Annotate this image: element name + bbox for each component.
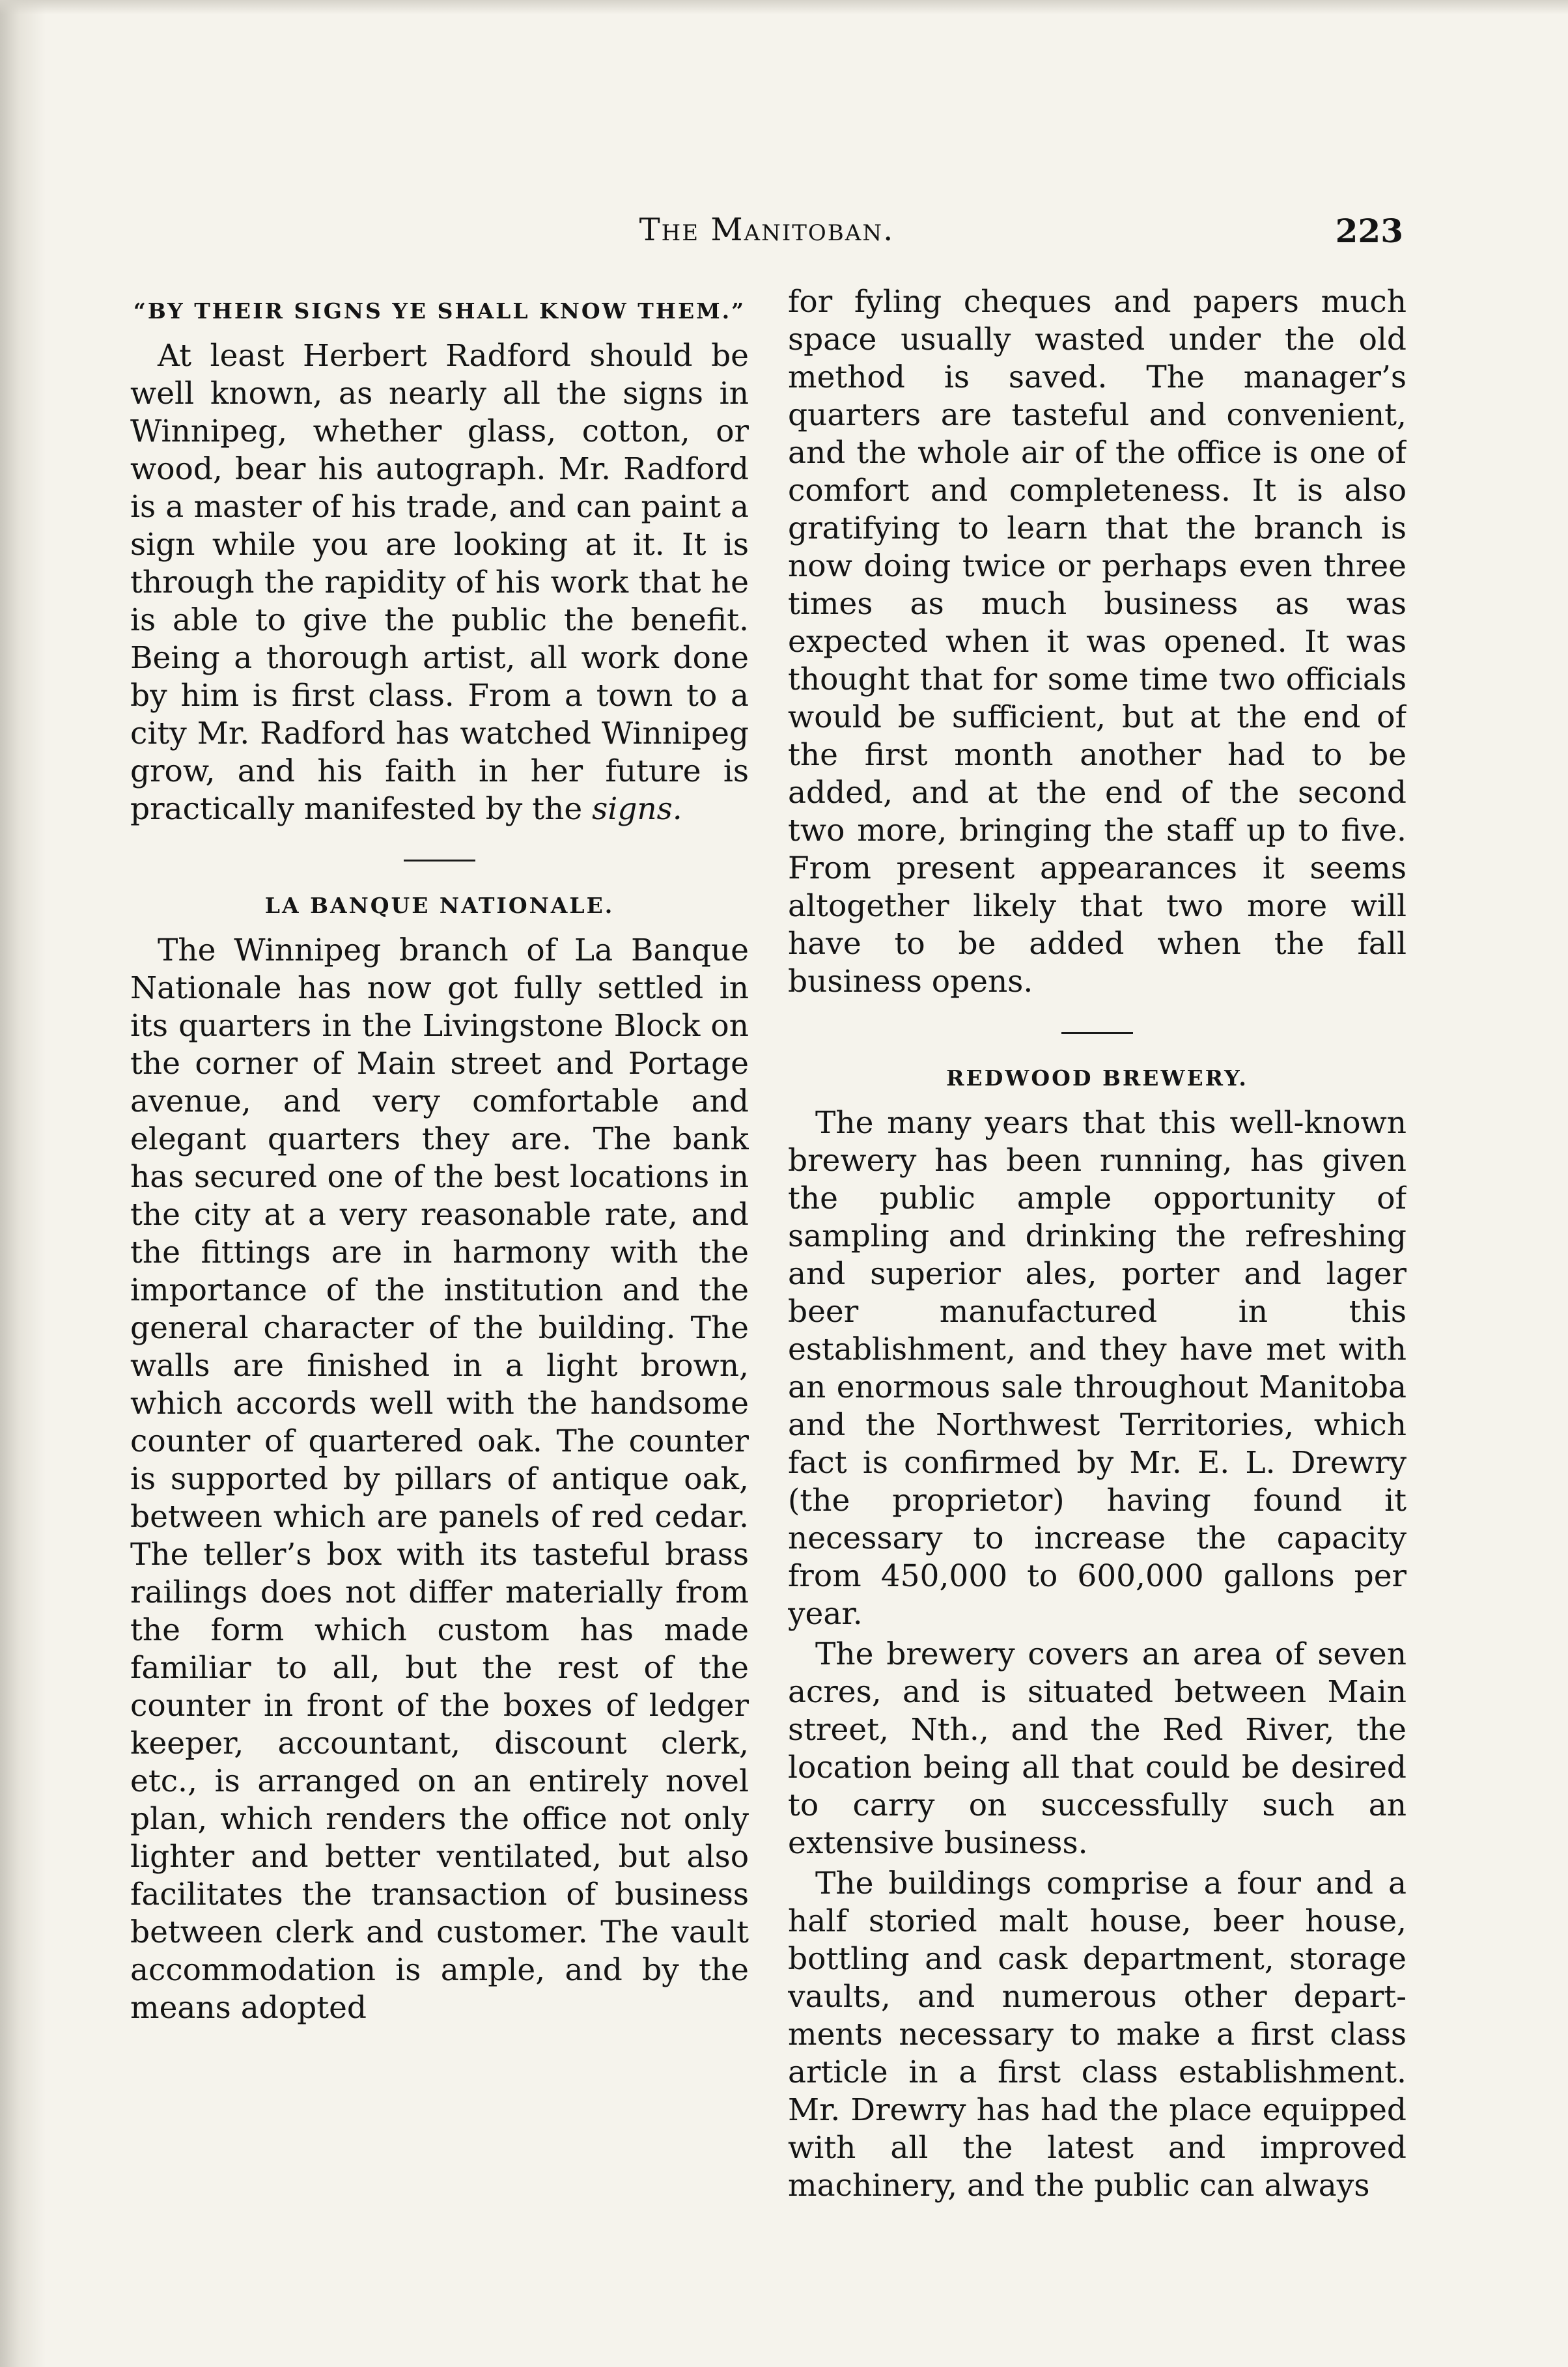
article-heading-brewery: REDWOOD BREWERY. xyxy=(946,1065,1248,1091)
article-heading-signs: “BY THEIR SIGNS YE SHALL KNOW THEM.” xyxy=(133,298,746,324)
article-paragraph: The many years that this well-known brewery has been running, has given the public ample opportunity of sampling and drinking the refreshing and superior ales, porter and lager beer manufactured in this establishment, and they have met with an enormous sale throughout Manitoba and the Northwest Territories, which fact is confirmed by Mr. E. L. Drewry (the proprietor) having found it necessary to increase the capacity from 450,000 to 600,000 gallons per year. xyxy=(788,1105,1407,1632)
section-divider xyxy=(404,860,475,861)
article-body-banque-continued: for fyling cheques and papers much space usually wasted under the old method is saved. The manager’s quarters are tasteful and convenient, and the whole air of the office is one of comfort and completeness. It is also gratifying to learn that the branch is now doing twice or perhaps even three times as much business as was expected when it was opened. It was thought that for some time two officials would be sufficient, but at the end of the first month another had to be added, and at the end of the second two more, bringing the staff up to five. From present appearances it seems altogether likely that two more will have to be added when the fall business opens. xyxy=(788,284,1407,1000)
section-divider xyxy=(1061,1032,1133,1034)
article-paragraph: The buildings comprise a four and a half storied malt house, beer house, bottling and cask department, storage vaults, and numerous other departments necessary to make a first class article in a first class establishment. Mr. Drewry has had the place equipped with all the latest and improved machinery, and the public can always xyxy=(788,1866,1407,2204)
article-heading-banque: LA BANQUE NATIONALE. xyxy=(264,893,615,918)
running-title: The Manitoban. xyxy=(639,212,895,248)
article-body-banque: The Winnipeg branch of La Banque Nationale has now got fully settled in its quarters in the Livingstone Block on the corner of Main street and Portage avenue, and very comfortable and elegant quarters they are. The bank has secured one of the best locations in the city at a very reasonable rate, and the fittings are in harmony with the importance of the institution and the general character of the building. The walls are finished in a light brown, which accords well with the handsome counter of quartered oak. The counter is supported by pillars of antique oak, between which are panels of red cedar. The teller’s box with its tasteful brass railings does not differ materially from the form which custom has made familiar to all, but the rest of the counter in front of the boxes of ledger keeper, accountant, discount clerk, etc., is arranged on an entirely novel plan, which renders the office not only lighter and better ventilated, but also facilitates the transaction of business between clerk and customer. The vault accommodation is ample, and by the means adopted xyxy=(130,932,749,2026)
page-number: 223 xyxy=(1335,212,1403,250)
article-text-italic: signs. xyxy=(592,791,682,827)
scan-top-shadow xyxy=(0,0,1568,14)
article-signs xyxy=(130,293,749,828)
article-paragraph: The brewery covers an area of seven acres, and is situated between Main street, Nth., and the Red River, the location being all that could be desired to carry on successfully such an extensive business. xyxy=(788,1636,1407,1861)
left-column xyxy=(130,293,749,2279)
article-banque xyxy=(130,888,749,2027)
scan-edge-shadow xyxy=(0,0,46,2367)
article-body-signs xyxy=(130,337,749,828)
article-text: At least Herbert Radford should be well known, as nearly all the signs in Winnipeg, whether glass, cotton, or wood, bear his autograph. Mr. Radford is a master of his trade, and can paint a sign while you are looking at it. It is through the rapidity of his work that he is able to give the public the benefit. Being a thorough artist, all work done by him is first class. From a town to a city Mr. Radford has watched Winnipeg grow, and his faith in her future is practically manifested by the xyxy=(130,338,749,827)
right-column xyxy=(788,283,1407,2269)
article-brewery xyxy=(788,1060,1407,2205)
page-header xyxy=(130,212,1403,251)
